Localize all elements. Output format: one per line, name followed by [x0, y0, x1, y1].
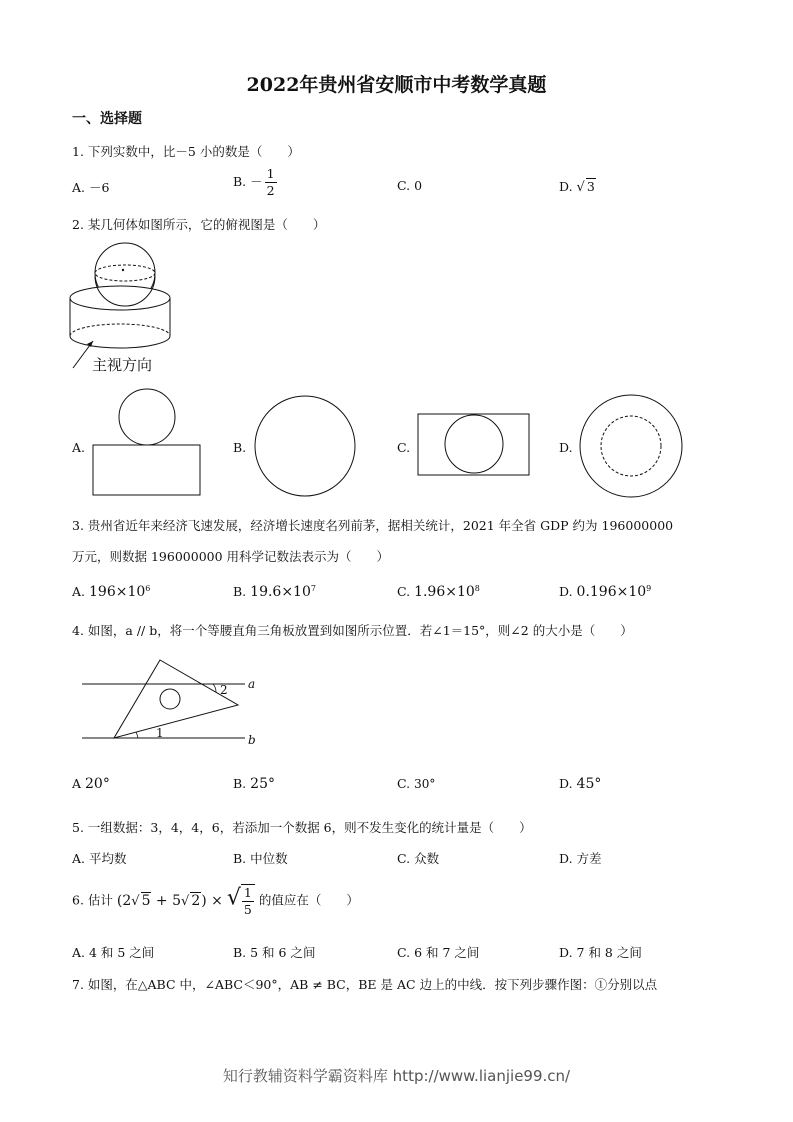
q2-option-d: D.: [559, 440, 573, 455]
q2-option-c-figure: [416, 412, 536, 482]
q4-option-d-value: 45°: [576, 776, 602, 792]
q3-option-a-label: A.: [72, 584, 86, 600]
geometry-solid-figure: [60, 238, 260, 398]
q1-option-b-sign: －: [250, 174, 263, 189]
fraction-numerator: 1: [243, 885, 252, 900]
q6-expression: (2√ 5 + 5√ 2) ×: [116, 892, 223, 909]
fraction-denominator: 5: [243, 902, 252, 917]
footer-watermark: 知行教辅资料学霸资料库 http://www.lianjie99.cn/: [222, 1067, 571, 1085]
q4-option-c-label: C.: [397, 776, 411, 791]
q4-option-c: [397, 776, 435, 791]
q4-option-c-value: 30°: [414, 777, 436, 791]
q3-option-c-exponent: 8: [474, 584, 480, 593]
q1-option-d-label: D.: [559, 179, 573, 194]
q6-option-b: B. 5 和 6 之间: [233, 945, 316, 960]
question-5-stem: 5. 一组数据：3，4，4，6，若添加一个数据 6，则不发生变化的统计量是（ ）: [72, 820, 532, 835]
q1-option-b-label: B.: [233, 174, 247, 189]
q5-option-a: A. 平均数: [72, 851, 127, 866]
view-direction-label: 主视方向: [92, 356, 153, 374]
q4-option-a: [72, 776, 110, 792]
q3-option-c-base: 1.96×10: [414, 584, 475, 601]
q3-option-b: [233, 584, 316, 600]
q2-option-b-figure: [252, 394, 362, 504]
q4-option-a-value: 20°: [85, 776, 110, 792]
q3-option-b-exponent: 7: [310, 584, 316, 593]
q5-option-d: D. 方差: [559, 851, 602, 866]
q2-option-c: C.: [397, 440, 411, 455]
q3-option-d-label: D.: [559, 584, 573, 600]
q5-option-b: B. 中位数: [233, 851, 288, 866]
fraction: [265, 166, 277, 199]
q3-option-c-label: C.: [397, 584, 411, 600]
question-3-line-1: 3. 贵州省近年来经济飞速发展，经济增长速度名列前茅，据相关统计，2021 年全省 GDP 约为 196000000: [72, 518, 674, 533]
q3-option-d-base: 0.196×10: [576, 584, 647, 601]
question-1-stem: 1. 下列实数中，比－5 小的数是（ ）: [72, 144, 300, 159]
q3-option-d: [559, 584, 651, 600]
q2-option-b: B.: [233, 440, 247, 455]
q6-option-a: A. 4 和 5 之间: [72, 945, 155, 960]
q3-option-b-base: 19.6×10: [250, 584, 311, 601]
fraction-denominator: 2: [266, 183, 275, 198]
q3-option-a: [72, 584, 150, 600]
radical-sign: √: [576, 180, 585, 195]
q3-option-a-exponent: 6: [145, 584, 151, 593]
q1-option-b: [233, 166, 277, 199]
question-7-stem: 7. 如图，在△ABC 中，∠ABC＜90°，AB ≠ BC，BE 是 AC 边上的中线．按下列步骤作图：①分别以点: [72, 977, 658, 992]
question-6-stem: [72, 884, 359, 918]
q3-option-a-base: 196×10: [89, 584, 146, 601]
q2-option-a-figure: [90, 388, 210, 498]
page-title: 2022年贵州省安顺市中考数学真题: [246, 74, 547, 96]
q4-option-b-label: B.: [233, 776, 247, 791]
question-4-stem: 4. 如图，a // b，将一个等腰直角三角板放置到如图所示位置．若∠1＝15°，则∠2 的大小是（ ）: [72, 623, 633, 638]
q4-option-d: [559, 776, 601, 792]
q1-option-a: A. －6: [72, 180, 110, 195]
q6-suffix: 的值应在（ ）: [258, 892, 359, 908]
q4-option-d-label: D.: [559, 776, 573, 791]
q3-option-c: [397, 584, 480, 600]
radicand: 3: [586, 179, 595, 194]
q3-option-d-exponent: 9: [646, 584, 652, 593]
q3-option-b-label: B.: [233, 584, 247, 600]
angle-2-label: 2: [220, 683, 228, 697]
q1-option-d: [559, 178, 596, 195]
q5-option-c: C. 众数: [397, 851, 440, 866]
q6-option-c: C. 6 和 7 之间: [397, 945, 480, 960]
angle-1-label: 1: [156, 726, 164, 740]
q2-option-a: A.: [72, 440, 86, 455]
q4-option-b-value: 25°: [250, 776, 275, 792]
fraction-under-radical: [241, 884, 255, 918]
radical-sign: √: [226, 885, 241, 911]
q6-prefix: 6. 估计: [72, 892, 113, 908]
q6-option-d: D. 7 和 8 之间: [559, 945, 642, 960]
q1-option-c: C. 0: [397, 178, 423, 193]
section-heading: 一、选择题: [72, 111, 142, 127]
q2-option-d-figure: [576, 394, 691, 504]
q4-option-b: [233, 776, 275, 792]
question-2-stem: 2. 某几何体如图所示，它的俯视图是（ ）: [72, 217, 326, 232]
q4-option-a-label: A: [72, 776, 82, 791]
line-a-label: a: [248, 677, 256, 691]
line-b-label: b: [248, 733, 256, 747]
fraction-numerator: 1: [266, 166, 275, 181]
parallel-lines-triangle-figure: [80, 652, 280, 752]
question-3-line-2: 万元，则数据 196000000 用科学记数法表示为（ ）: [72, 549, 390, 564]
